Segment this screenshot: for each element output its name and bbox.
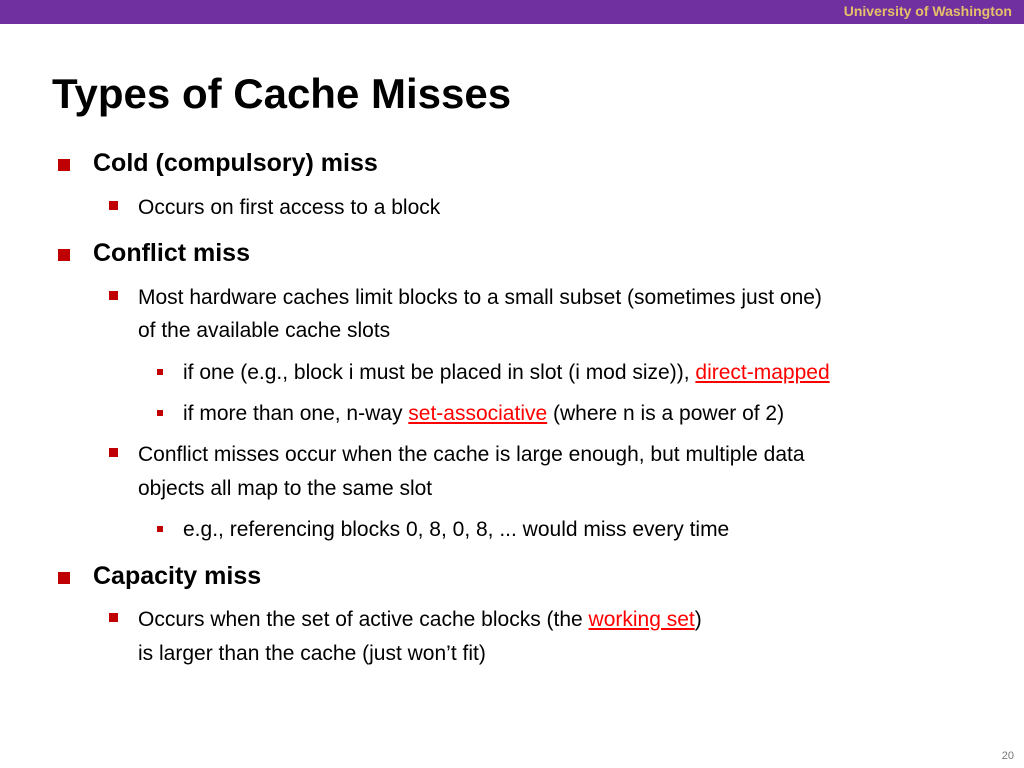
level2-bullet-marker bbox=[109, 613, 118, 622]
set-associative-link[interactable]: set-associative bbox=[408, 402, 548, 425]
set-associative-post-text: (where n is a power of 2) bbox=[547, 402, 785, 425]
slide-title: Types of Cache Misses bbox=[52, 70, 512, 117]
level2-bullet-marker bbox=[109, 448, 118, 457]
level3-bullet-marker bbox=[157, 526, 163, 532]
bullet-conflict-occur-line1: Conflict misses occur when the cache is large enough, but multiple data bbox=[138, 443, 805, 466]
bullet-referencing-example: e.g., referencing blocks 0, 8, 0, 8, ... would miss every time bbox=[183, 518, 730, 541]
direct-mapped-text: if one (e.g., block i must be placed in slot (i mod size)), bbox=[183, 361, 696, 384]
page-number: 20 bbox=[1001, 750, 1014, 762]
capacity-post-text: ) bbox=[694, 608, 702, 631]
level1-bullet-marker bbox=[58, 249, 70, 261]
bullet-set-associative bbox=[183, 401, 784, 427]
level3-bullet-marker bbox=[157, 369, 163, 375]
level2-bullet-marker bbox=[109, 291, 118, 300]
level1-bullet-marker bbox=[58, 572, 70, 584]
capacity-pre-text: Occurs when the set of active cache blocks (the bbox=[138, 608, 589, 631]
working-set-link[interactable]: working set bbox=[588, 608, 695, 631]
bullet-conflict-limit-line1: Most hardware caches limit blocks to a small subset (sometimes just one) bbox=[138, 286, 822, 309]
bullet-direct-mapped bbox=[183, 360, 830, 386]
level1-bullet-marker bbox=[58, 159, 70, 171]
bullet-capacity-miss: Capacity miss bbox=[93, 562, 262, 590]
level3-bullet-marker bbox=[157, 410, 163, 416]
bullet-conflict-miss: Conflict miss bbox=[93, 239, 250, 267]
bullet-conflict-limit-line2: of the available cache slots bbox=[138, 319, 391, 342]
set-associative-pre-text: if more than one, n-way bbox=[183, 402, 409, 425]
level2-bullet-marker bbox=[109, 201, 118, 210]
bullet-capacity-line1 bbox=[138, 607, 702, 633]
bullet-cold-first-access: Occurs on first access to a block bbox=[138, 196, 441, 219]
direct-mapped-link[interactable]: direct-mapped bbox=[695, 361, 830, 384]
header-bar bbox=[0, 0, 1024, 24]
bullet-capacity-line2: is larger than the cache (just won’t fit) bbox=[138, 642, 486, 665]
bullet-conflict-occur-line2: objects all map to the same slot bbox=[138, 477, 433, 500]
organization-name: University of Washington bbox=[843, 3, 1012, 19]
bullet-cold-miss: Cold (compulsory) miss bbox=[93, 149, 378, 177]
